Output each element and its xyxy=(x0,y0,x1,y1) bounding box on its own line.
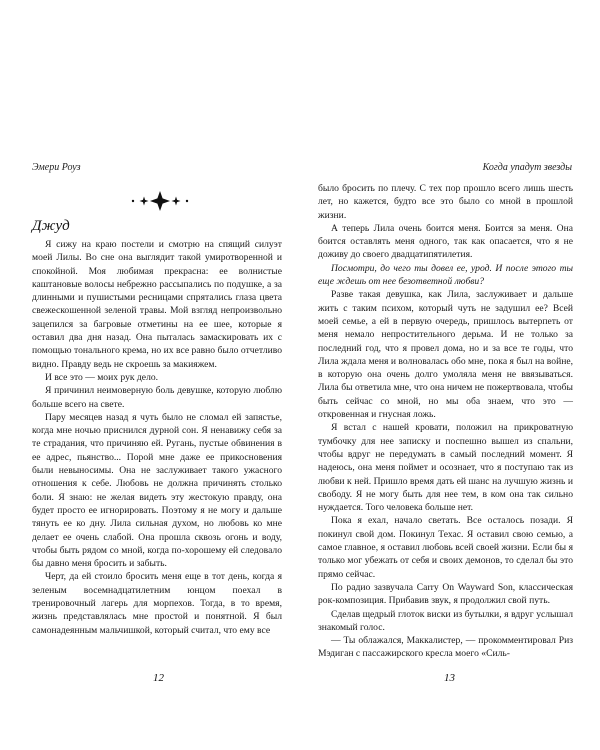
paragraph: — Ты облажался, Маккалистер, — прокомментировал Риз Мэдиган с пассажирского кресла моего «Силь- xyxy=(318,635,573,660)
paragraph: И все это — моих рук дело. xyxy=(45,371,159,383)
paragraph: Разве такая девушка, как Лила, заслуживает и дальше жить с таким психом, который чуть не задушил ее? Всей моей семье, а ей в первую очередь, пришлось вытерпеть от меня немало непростительного дерьма. И не только за последний год, что я провел дома, но и за все те годы, что Лила ждала меня и волновалась обо мне, пока я был на войне, в которую она очень долго умоляла меня не ввязываться. Лила бы ответила мне, что она ничем не пожертвовала, чтобы быть сейчас со мной, но мы оба знаем, что это — откровенная и гнусная ложь. xyxy=(318,289,573,421)
paragraph: Пока я ехал, начало светать. Все осталось позади. Я покинул свой дом. Покинул Техас. Я оставил свою семью, а самое главное, я оставил любовь всей своей жизни. Если бы я только мог убежать от себя и своих демонов, то сделал бы это прямо сейчас. xyxy=(318,515,573,580)
left-body-text xyxy=(32,238,282,637)
paragraph: Посмотри, до чего ты довел ее, урод. И после этого ты еще ждешь от нее безответной любви? xyxy=(318,262,573,288)
author-running-head: Эмери Роуз xyxy=(32,162,81,173)
paragraph: Я сижу на краю постели и смотрю на спящий силуэт моей Лилы. Во сне она выглядит такой умиротворенной и спокойной. Моя любимая прекрасна: ее волнистые каштановые волосы небрежно рассыпались по подушке, а за длинными и пушистыми ресницами спрятались глаза цвета свежескошенной зеленой травы. Мой взгляд непроизвольно зацепился за багровые отметины на ее шее, которые я оставил два дня назад. Она пыталась замаскировать их с помощью тонального крема, но их все равно было отчетливо видно. Правду ведь не скроешь за макияжем. xyxy=(32,239,282,370)
book-title-running-head: Когда упадут звезды xyxy=(482,162,572,173)
paragraph: По радио зазвучала Carry On Wayward Son, классическая рок-композиция. Прибавив звук, я продолжил свой путь. xyxy=(318,581,573,607)
paragraph: Черт, да ей стоило бросить меня еще в тот день, когда я зеленым восемнадцатилетним юнцом поехал в тренировочный лагерь для морпехов. Тогда, в то время, жизнь представлялась мне простой и понятной. Я был самонадеянным мальчишкой, который считал, что ему все xyxy=(32,571,282,636)
paragraph: Сделав щедрый глоток виски из бутылки, я вдруг услышал знакомый голос. xyxy=(318,608,573,633)
star-ornament-icon xyxy=(120,190,200,212)
chapter-title: Джуд xyxy=(32,218,70,234)
paragraph: Пару месяцев назад я чуть было не сломал ей запястье, когда мне ночью приснился дурной сон. Я ненавижу себя за те страдания, что причиняю ей. Ругань, пустые обвинения в ее адрес, пьянство... Порой мне даже ее прикосновения были невыносимы. Она не заслуживает такого ужасного отношения к себе. Любовь не должна причинять столько боли. Я знаю: не желая видеть эту жестокую правду, она будет просто ее игнорировать. Поэтому я не могу и дальше тянуть ее ко дну. Лила сильная духом, но любовь ко мне делает ее очень слабой. Она прошла сквозь огонь и воду, чтобы быть рядом со мной, когда по-хорошему ей следовало бы давно меня бросить и забыть. xyxy=(32,411,282,570)
paragraph: А теперь Лила очень боится меня. Боится за меня. Она боится оставлять меня одного, так как опасается, что я не доживу до своего двадцатипятилетия. xyxy=(318,222,573,261)
right-body-text xyxy=(318,182,573,661)
right-page xyxy=(300,0,600,750)
paragraph: Я встал с нашей кровати, положил на прикроватную тумбочку для нее записку и поспешно вышел из спальни, чтобы вдруг не передумать в самый последний момент. Я надеюсь, она меня поймет и осознает, что я поступаю так из любви к ней. Пришло время дать ей шанс на лучшую жизнь и свободу. Я не могу быть для нее тем, в ком она так сильно нуждается. Того человека больше нет. xyxy=(318,422,573,514)
page-number-right: 13 xyxy=(444,672,455,684)
paragraph: было бросить по плечу. С тех пор прошло всего лишь шесть лет, но кажется, будто все это было со мной в прошлой жизни. xyxy=(318,183,573,221)
paragraph: Я причинил неимоверную боль девушке, которую люблю больше всего на свете. xyxy=(32,385,282,410)
page-number-left: 12 xyxy=(153,672,164,684)
